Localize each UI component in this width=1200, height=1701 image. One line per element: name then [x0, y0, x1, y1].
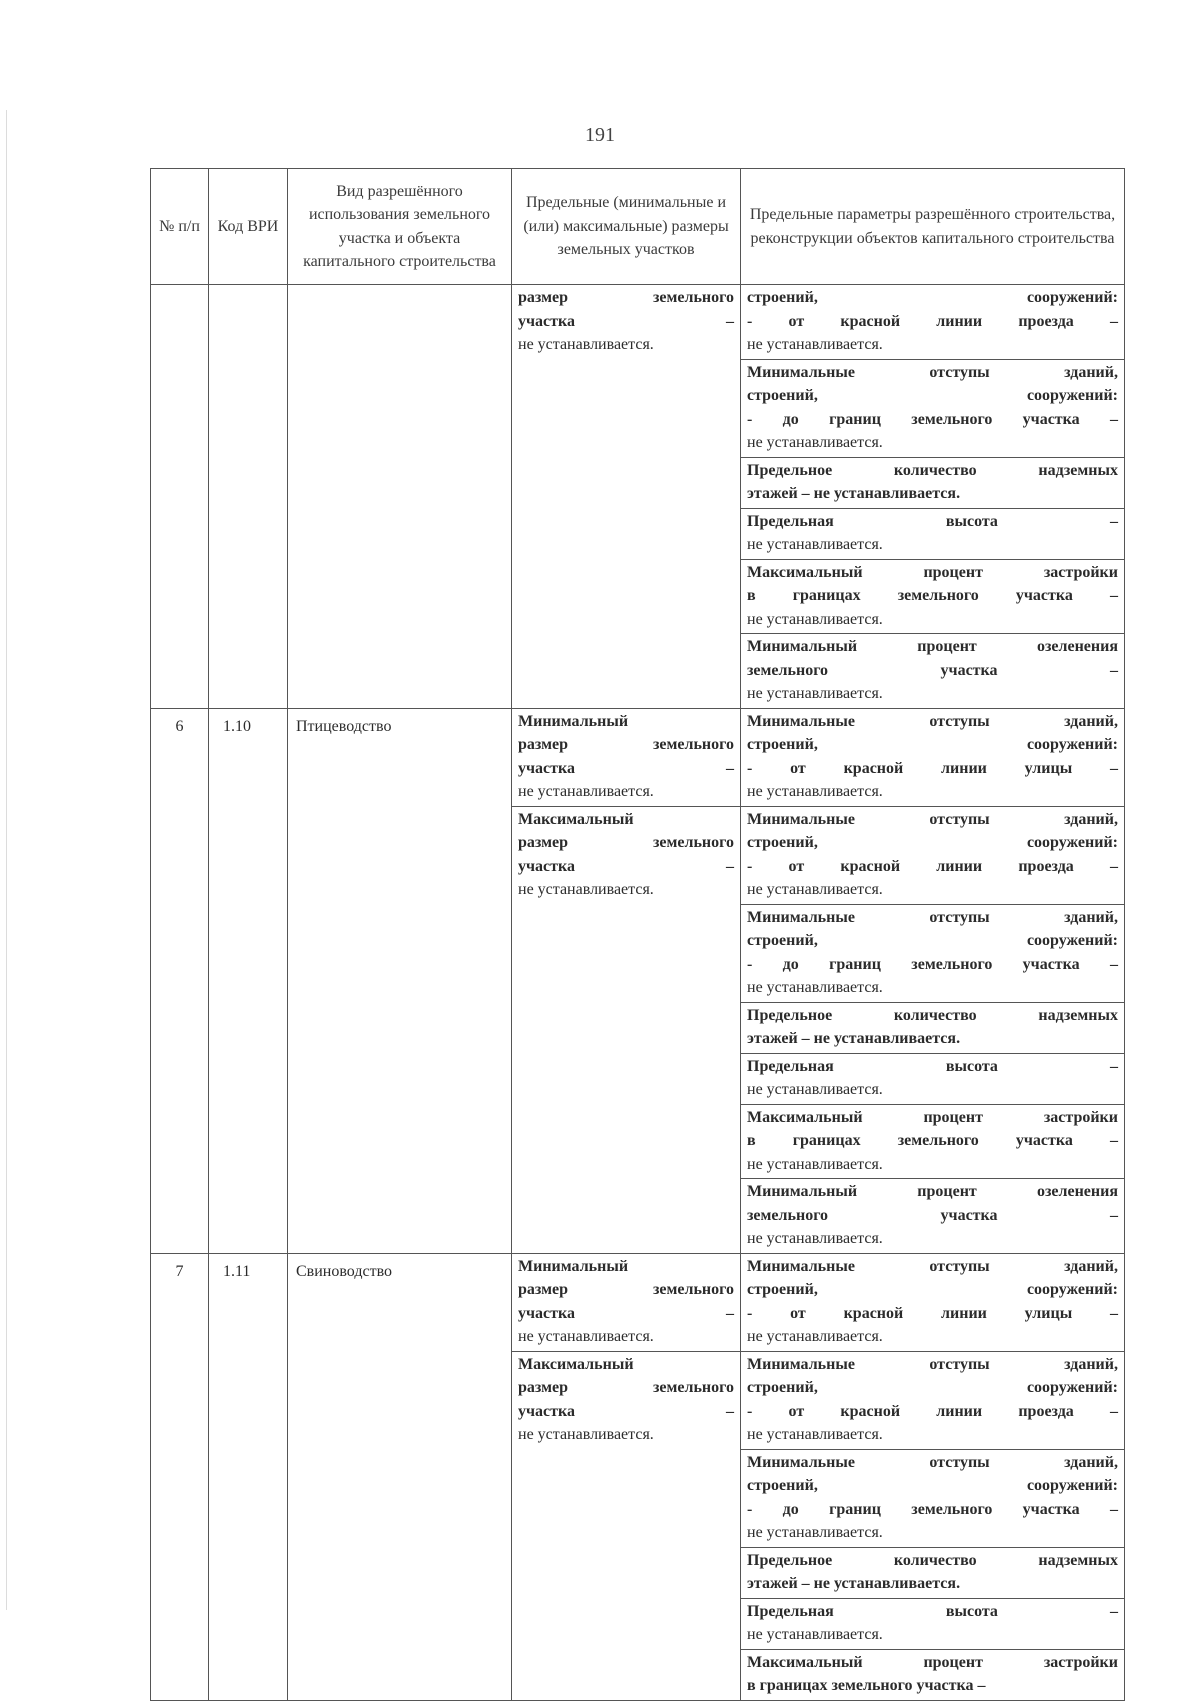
text-line: - от красной линии проезда – [747, 312, 1118, 330]
cell-size [512, 1253, 741, 1700]
text-line: не устанавливается. [747, 1081, 883, 1098]
page-number: 191 [585, 124, 615, 146]
text-line: не устанавливается. [518, 783, 654, 800]
param-block [741, 285, 1124, 360]
text-line: этажей – не устанавливается. [747, 1575, 961, 1592]
text-line: - до границ земельного участка – [747, 955, 1118, 973]
param-block [741, 509, 1124, 560]
text-line: Максимальный процент застройки [747, 563, 1118, 581]
text-line: строений, сооружений: [747, 1281, 1118, 1298]
text-line: в границах земельного участка – [747, 1677, 986, 1694]
text-line: не устанавливается. [747, 881, 883, 898]
cell-code [209, 285, 288, 709]
cell-num [151, 285, 209, 709]
text-line: Максимальный [518, 1355, 634, 1373]
param-block [741, 1450, 1124, 1548]
text-line: строений, сооружений: [747, 932, 1118, 949]
text-line: не устанавливается. [518, 881, 654, 898]
text-line: Предельное количество надземных [747, 1551, 1118, 1569]
text-line: строений, сооружений: [747, 1379, 1118, 1396]
text-line: строений, сооружений: [747, 387, 1118, 404]
text-line: участка – [518, 759, 734, 777]
row-number: 7 [151, 1253, 209, 1700]
text-line: не устанавливается. [747, 1626, 883, 1643]
text-line: Максимальный процент застройки [747, 1108, 1118, 1126]
text-line: Максимальный [518, 810, 634, 828]
text-line: - до границ земельного участка – [747, 410, 1118, 428]
text-line: Предельная высота – [747, 512, 1118, 530]
row-use-name: Птицеводство [288, 708, 512, 1253]
text-line: в границах земельного участка – [747, 1132, 1118, 1149]
text-line: не устанавливается. [518, 336, 654, 353]
text-line: строений, сооружений: [747, 736, 1118, 753]
text-line: Минимальные отступы зданий, [747, 1355, 1118, 1373]
header-params: Предельные параметры разрешённого строительства, реконструкции объектов капитального строительства [741, 169, 1125, 285]
text-line: строений, сооружений: [747, 289, 1118, 306]
text-line: не устанавливается. [747, 434, 883, 451]
text-line: - от красной линии улицы – [747, 759, 1118, 777]
param-block [741, 1548, 1124, 1599]
text-line: Предельное количество надземных [747, 461, 1118, 479]
text-line: не устанавливается. [747, 610, 883, 628]
text-line: Максимальный процент застройки [747, 1653, 1118, 1671]
text-line: не устанавливается. [747, 1230, 883, 1247]
text-line: Минимальный процент озеленения [747, 638, 1118, 655]
text-line: не устанавливается. [747, 1426, 883, 1443]
table-row [151, 708, 1125, 1253]
text-line: размер земельного [518, 289, 734, 306]
text-line: земельного участка – [747, 661, 1118, 679]
text-line: не устанавливается. [518, 1426, 654, 1443]
text-line: - до границ земельного участка – [747, 1500, 1118, 1518]
text-line: участка – [518, 857, 734, 875]
cell-name [288, 285, 512, 709]
text-line: не устанавливается. [518, 1328, 654, 1345]
text-line: Минимальный [518, 712, 629, 730]
param-block [741, 1352, 1124, 1450]
cell-params [741, 285, 1125, 709]
text-line: не устанавливается. [747, 1328, 883, 1345]
min-size-block [512, 709, 740, 807]
param-block [741, 905, 1124, 1003]
param-block [741, 1003, 1124, 1054]
row-code: 1.11 [209, 1253, 288, 1700]
size-block [512, 285, 740, 359]
text-line: Минимальные отступы зданий, [747, 1257, 1118, 1275]
text-line: Минимальные отступы зданий, [747, 810, 1118, 828]
param-block [741, 360, 1124, 458]
text-line: Минимальный [518, 1257, 629, 1275]
table-row [151, 1253, 1125, 1700]
text-line: не устанавливается. [747, 979, 883, 996]
param-block [741, 560, 1124, 635]
text-line: не устанавливается. [747, 1155, 883, 1173]
text-line: размер земельного [518, 834, 734, 851]
text-line: Минимальные отступы зданий, [747, 1453, 1118, 1471]
text-line: не устанавливается. [747, 336, 883, 353]
text-line: размер земельного [518, 1281, 734, 1298]
max-size-block [512, 1352, 740, 1449]
header-size: Предельные (минимальные и (или) максимальные) размеры земельных участков [512, 169, 741, 285]
text-line: участка – [518, 1402, 734, 1420]
row-use-name: Свиноводство [288, 1253, 512, 1700]
text-line: Минимальные отступы зданий, [747, 712, 1118, 730]
min-size-block [512, 1254, 740, 1352]
row-code: 1.10 [209, 708, 288, 1253]
param-block [741, 709, 1124, 807]
param-block [741, 1179, 1124, 1253]
param-block [741, 1054, 1124, 1105]
text-line: не устанавливается. [747, 536, 883, 553]
text-line: - от красной линии проезда – [747, 1402, 1118, 1420]
text-line: Минимальный процент озеленения [747, 1183, 1118, 1200]
text-line: размер земельного [518, 736, 734, 753]
text-line: не устанавливается. [747, 783, 883, 800]
text-line: земельного участка – [747, 1206, 1118, 1224]
param-block [741, 807, 1124, 905]
cell-params [741, 708, 1125, 1253]
text-line: не устанавливается. [747, 685, 883, 702]
text-line: строений, сооружений: [747, 1477, 1118, 1494]
cell-size [512, 285, 741, 709]
text-line: этажей – не устанавливается. [747, 1030, 961, 1047]
text-line: размер земельного [518, 1379, 734, 1396]
text-line: в границах земельного участка – [747, 587, 1118, 604]
text-line: Минимальные отступы зданий, [747, 908, 1118, 926]
text-line: - от красной линии улицы – [747, 1304, 1118, 1322]
param-block [741, 458, 1124, 509]
scan-edge [6, 110, 7, 1610]
zoning-table [150, 168, 1125, 1701]
cell-size [512, 708, 741, 1253]
param-block [741, 1650, 1124, 1700]
text-line: Предельная высота – [747, 1057, 1118, 1075]
text-line: участка – [518, 312, 734, 330]
text-line: строений, сооружений: [747, 834, 1118, 851]
table-header-row [151, 169, 1125, 285]
row-number: 6 [151, 708, 209, 1253]
table-row-continuation [151, 285, 1125, 709]
text-line: не устанавливается. [747, 1524, 883, 1541]
param-block [741, 1254, 1124, 1352]
header-code: Код ВРИ [209, 169, 288, 285]
cell-params [741, 1253, 1125, 1700]
param-block [741, 1105, 1124, 1180]
text-line: участка – [518, 1304, 734, 1322]
header-num: № п/п [151, 169, 209, 285]
text-line: Минимальные отступы зданий, [747, 363, 1118, 381]
text-line: Предельная высота – [747, 1602, 1118, 1620]
header-use: Вид разрешённого использования земельного участка и объекта капитального строительства [288, 169, 512, 285]
text-line: Предельное количество надземных [747, 1006, 1118, 1024]
max-size-block [512, 807, 740, 904]
param-block [741, 1599, 1124, 1650]
text-line: этажей – не устанавливается. [747, 485, 961, 502]
param-block [741, 634, 1124, 708]
text-line: - от красной линии проезда – [747, 857, 1118, 875]
